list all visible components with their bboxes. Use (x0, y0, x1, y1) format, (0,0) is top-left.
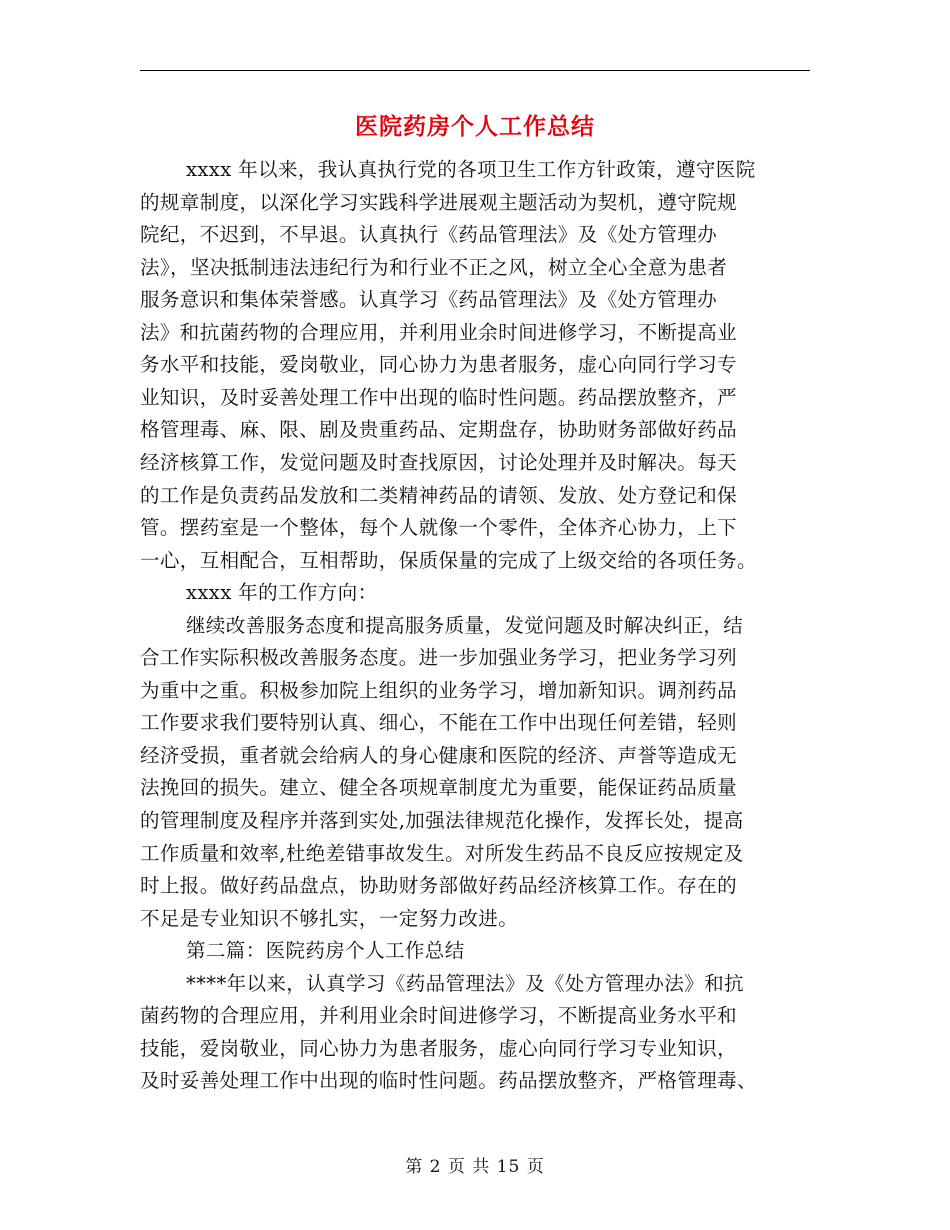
body-line: 一心，互相配合，互相帮助，保质保量的完成了上级交给的各项任务。 (140, 548, 757, 572)
body-line: 管。摆药室是一个整体，每个人就像一个零件，全体齐心协力，上下 (140, 516, 738, 540)
body-line: 院纪，不迟到，不早退。认真执行《药品管理法》及《处方管理办 (140, 223, 718, 247)
header-rule (140, 70, 810, 71)
body-line: 服务意识和集体荣誉感。认真学习《药品管理法》及《处方管理办 (140, 288, 718, 312)
body-line: 工作要求我们要特别认真、细心，不能在工作中出现任何差错，轻则 (140, 711, 738, 735)
body-line: 为重中之重。积极参加院上组织的业务学习，增加新知识。调剂药品 (140, 678, 738, 702)
body-line: 技能，爱岗敬业，同心协力为患者服务，虚心向同行学习专业知识， (140, 1036, 738, 1060)
body-line: xxxx 年的工作方向： (186, 581, 378, 605)
body-line: 法》和抗菌药物的合理应用，并利用业余时间进修学习，不断提高业 (140, 320, 738, 344)
body-line: 法》，坚决抵制违法违纪行为和行业不正之风，树立全心全意为患者 (140, 255, 728, 279)
body-line: 菌药物的合理应用，并利用业余时间进修学习，不断提高业务水平和 (140, 1004, 738, 1028)
body-line: 格管理毒、麻、限、剧及贵重药品、定期盘存，协助财务部做好药品 (140, 418, 738, 442)
body-line: 继续改善服务态度和提高服务质量，发觉问题及时解决纠正，结 (186, 613, 744, 637)
body-line: 的管理制度及程序并落到实处,加强法律规范化操作，发挥长处，提高 (140, 809, 744, 832)
body-line: 的工作是负责药品发放和二类精神药品的请领、发放、处方登记和保 (140, 483, 738, 507)
body-line: 及时妥善处理工作中出现的临时性问题。药品摆放整齐，严格管理毒、 (140, 1069, 757, 1093)
body-line: 经济核算工作，发觉问题及时查找原因，讨论处理并及时解决。每天 (140, 450, 738, 474)
body-line: xxxx 年以来，我认真执行党的各项卫生工作方针政策，遵守医院 (186, 158, 756, 181)
page-footer: 第 2 页 共 15 页 (405, 1157, 545, 1177)
body-line: 业知识，及时妥善处理工作中出现的临时性问题。药品摆放整齐，严 (140, 385, 738, 409)
body-line: 不足是专业知识不够扎实，一定努力改进。 (140, 906, 519, 930)
document-title: 医院药房个人工作总结 (355, 113, 595, 140)
body-line: 务水平和技能，爱岗敬业，同心协力为患者服务，虚心向同行学习专 (140, 353, 738, 377)
body-line: 时上报。做好药品盘点，协助财务部做好药品经济核算工作。存在的 (140, 874, 738, 898)
body-line: 工作质量和效率,杜绝差错事故发生。对所发生药品不良反应按规定及 (140, 841, 744, 865)
body-line: 经济受损，重者就会给病人的身心健康和医院的经济、声誉等造成无 (140, 743, 738, 767)
body-line: ****年以来，认真学习《药品管理法》及《处方管理办法》和抗 (186, 971, 745, 995)
body-line: 的规章制度，以深化学习实践科学进展观主题活动为契机，遵守院规 (140, 190, 738, 214)
body-line: 第二篇：医院药房个人工作总结 (186, 939, 465, 963)
body-line: 合工作实际积极改善服务态度。进一步加强业务学习，把业务学习列 (140, 646, 738, 670)
body-line: 法挽回的损失。建立、健全各项规章制度尤为重要，能保证药品质量 (140, 776, 738, 800)
